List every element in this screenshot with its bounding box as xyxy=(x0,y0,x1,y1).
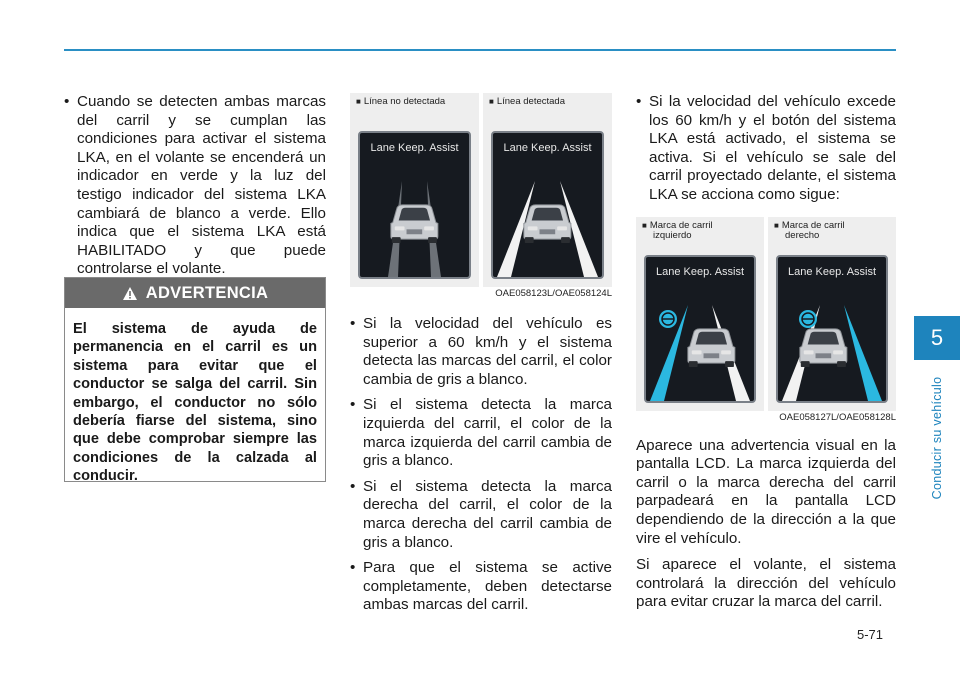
column-left xyxy=(64,93,326,286)
chapter-tab: 5 xyxy=(914,316,960,360)
cluster-screen xyxy=(776,255,888,403)
caption-line-detected: Línea detectada xyxy=(496,96,565,107)
car-rear-icon xyxy=(524,205,571,243)
lane-view xyxy=(360,133,469,277)
bullet-both-marks: • Para que el sistema se active completamente, deben detectarse ambas marcas del carril. xyxy=(350,559,612,615)
panel-right-lane-mark: ■ Marca de carril derecho Lane Keep. Assist xyxy=(768,217,896,411)
warning-header xyxy=(65,278,325,308)
caption-right-mark-2: derecho xyxy=(785,230,820,242)
car-rear-icon xyxy=(688,328,735,366)
paragraph-visual-warning: Aparece una advertencia visual en la pantalla LCD. La marca izquierda del carril o la marca derecha del carril parpadeará en la pantalla LCD dependiendo de la dirección a la que vire el vehículo. xyxy=(636,436,896,547)
top-rule xyxy=(64,49,896,51)
panel-line-not-detected: ■ Línea no detectada Lane Keep. Assist xyxy=(350,93,479,287)
bullet-right-mark: • Si el sistema detecta la marca derecha del carril, el color de la marca derecha del carril cambia de gris a blanco. xyxy=(350,478,612,552)
car-rear-icon xyxy=(800,328,847,366)
screen-title: Lane Keep. Assist xyxy=(503,142,592,154)
column-middle xyxy=(350,93,612,622)
chapter-label: Conducir su vehículo xyxy=(930,376,944,500)
warning-text: El sistema de ayuda de permanencia en el carril es un sistema para evitar que el conductor se salga del carril. Sin embargo, el conductor no sólo debería fiarse del sistema, sino que debe comprobar siempre las condiciones de la calzada al conducir. xyxy=(73,321,317,485)
lane-view xyxy=(778,257,886,401)
paragraph-steering-control: Si aparece el volante, el sistema controlará la dirección del vehículo para evitar cruzar la marca del carril. xyxy=(636,556,896,611)
caption-left-mark-1: Marca de carril xyxy=(649,219,713,231)
figure-lane-departure xyxy=(636,217,896,427)
cluster-screen xyxy=(358,131,471,279)
screen-title: Lane Keep. Assist xyxy=(787,265,877,278)
cluster-screen xyxy=(491,131,604,279)
caption-line-not-detected: Línea no detectada xyxy=(363,96,446,107)
car-rear-icon xyxy=(391,205,438,243)
lane-view xyxy=(493,133,602,277)
cluster-screen xyxy=(644,255,756,403)
bullet-left-mark: • Si el sistema detecta la marca izquierda del carril, el color de la marca izquierda del carril cambia de gris a blanco. xyxy=(350,396,612,470)
warning-title: ADVERTENCIA xyxy=(145,283,269,302)
steering-wheel-icon xyxy=(799,310,817,328)
figure-code: OAE058123L/OAE058124L xyxy=(495,288,612,299)
warning-box xyxy=(64,277,326,485)
panel-line-detected: ■ Línea detectada Lane Keep. Assist xyxy=(483,93,612,287)
screen-title: Lane Keep. Assist xyxy=(370,142,459,154)
screen-title: Lane Keep. Assist xyxy=(655,265,745,278)
figure-code: OAE058127L/OAE058128L xyxy=(779,411,896,423)
steering-wheel-icon xyxy=(659,310,677,328)
caption-right-mark-1: Marca de carril xyxy=(781,219,845,231)
bullet-speed-detect: • Si la velocidad del vehículo es superior a 60 km/h y el sistema detecta las marcas del carril, el color cambia de gris a blanco. xyxy=(350,315,612,389)
lane-view xyxy=(646,257,754,401)
bullet-lka-enabled: • Cuando se detecten ambas marcas del carril y se cumplan las condiciones para activar el sistema LKA, en el volante se encenderá un indicador en verde y la luz del testigo indicador del sistema LKA cambiará de blanco a verde. Ello indica que el sistema LKA está HABILITADO y que puede controlarse el volante. xyxy=(64,93,326,279)
page-number: 5-71 xyxy=(857,627,884,642)
panel-left-lane-mark: ■ Marca de carril izquierdo Lane Keep. Assist xyxy=(636,217,764,411)
caption-left-mark-2: izquierdo xyxy=(653,230,692,242)
warning-triangle-icon xyxy=(122,286,138,301)
figure-lane-detection xyxy=(350,93,612,303)
column-right xyxy=(636,93,896,620)
bullet-system-activation: • Si la velocidad del vehículo excede los 60 km/h y el botón del sistema LKA está activado, el sistema se activa. Si el vehículo se sale del carril proyectado delante, el sistema LKA se acciona como sigue: xyxy=(636,93,896,205)
